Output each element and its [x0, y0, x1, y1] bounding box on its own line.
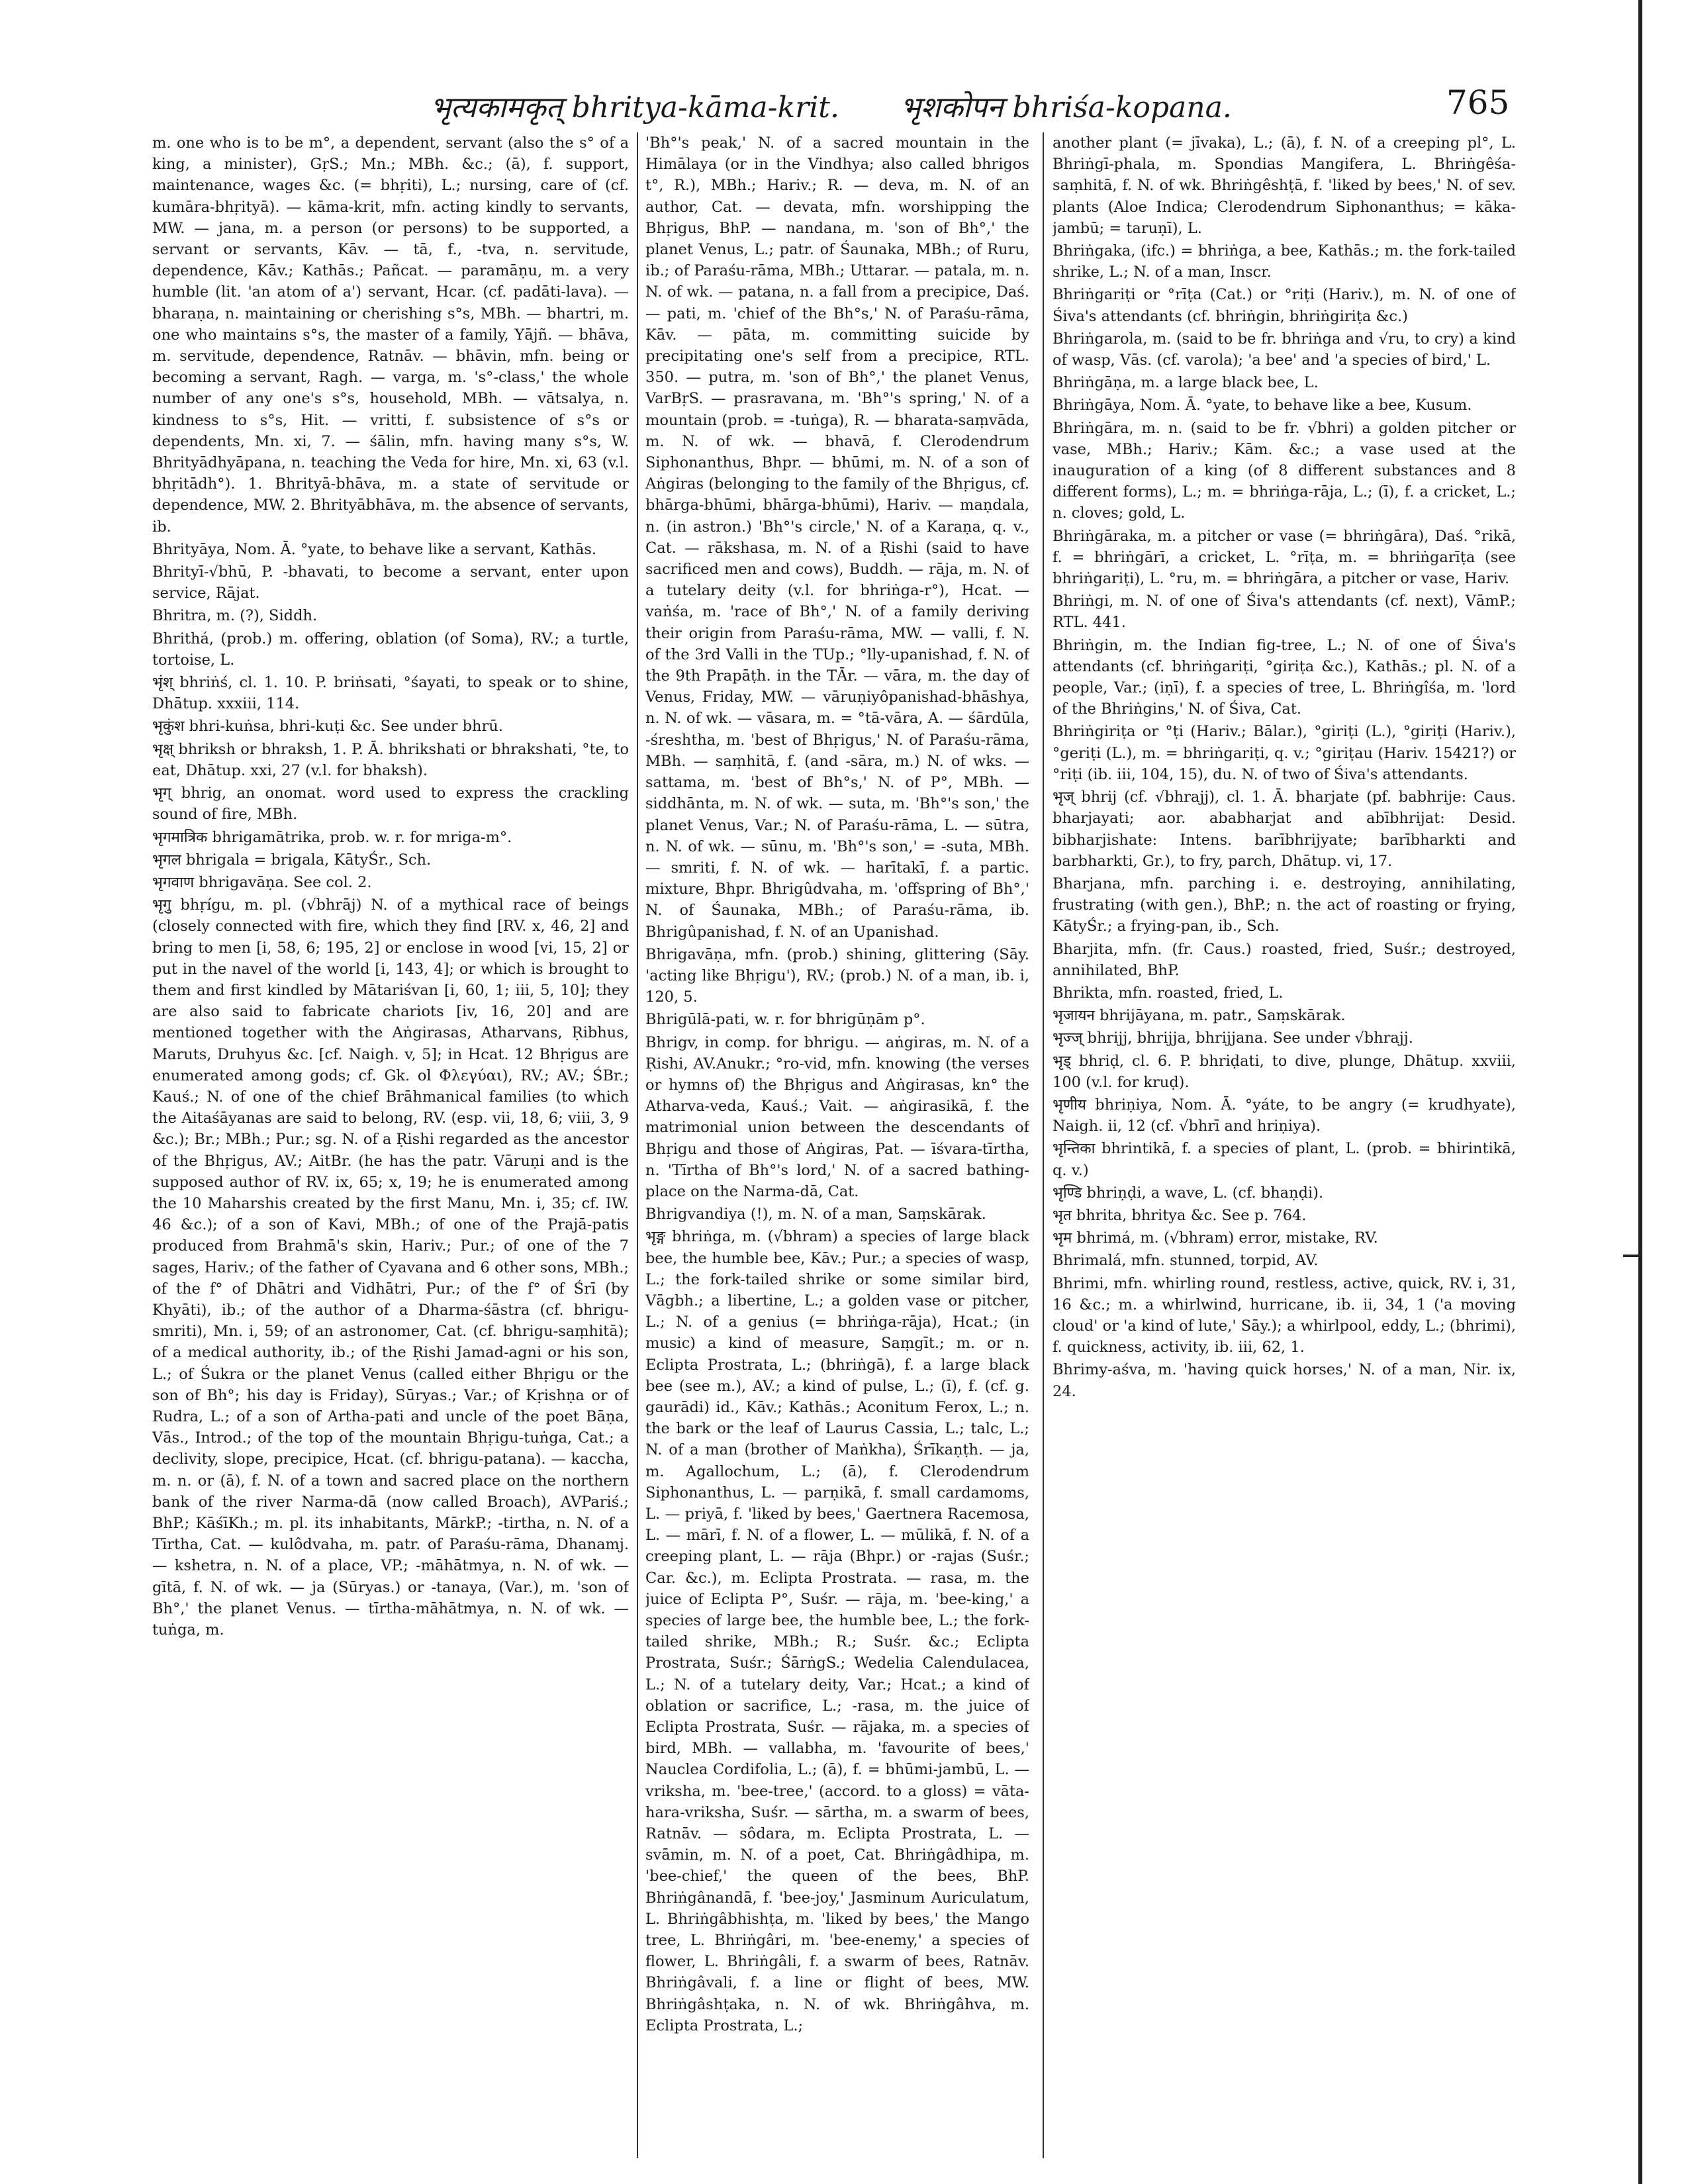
- dictionary-entry: भृड् bhriḍ, cl. 6. P. bhriḍati, to dive, plunge, Dhātup. xxviii, 100 (v.l. for kruḍ).: [1053, 1052, 1516, 1091]
- dictionary-entry: भृकुंश bhri-kuṅsa, bhri-kuṭi &c. See under bhrū.: [152, 718, 503, 736]
- dictionary-entry: m. one who is to be m°, a dependent, servant (also the s° of a king, a minister), GṛS.; Mn.; MBh. &c.; (ā), f. support, maintenance, wages &c. (= bhṛiti), L.; nursing, care of (cf. kumāra-bhṛityā). — kāma-krit, mfn. acting kindly to servants, MW. — jana, m. a person (or persons) to be supported, a servant or servants, Kāv. — tā, f., -tva, n. servitude, dependence, Kāv.; Kathās.; Pañcat. — paramāṇu, m. a very humble (lit. 'an atom of a') servant, Hcar. (cf. padāti-lava). — bharaṇa, n. maintaining or cherishing s°s, MBh. — bhartri, m. one who maintains s°s, the master of a family, Yājñ. — bhāva, m. servitude, dependence, Ratnāv. — bhāvin, mfn. being or becoming a servant, Ragh. — varga, m. 's°-class,' the whole number of any one's s°s, household, MBh. — vātsalya, n. kindness to s°s, Hit. — vritti, f. subsistence of s°s or dependents, Mn. xi, 7. — śālin, mfn. having many s°s, W. Bhrityādhyāpana, n. teaching the Veda for hire, Mn. xi, 63 (v.l. bhṛitādh°). 1. Bhrityā-bhāva, m. a state of servitude or dependence, MW. 2. Bhrityābhāva, m. the absence of servants, ib.: [152, 134, 629, 536]
- column-3: [1053, 132, 1516, 2158]
- dictionary-entry: भृगल bhrigala = brigala, KātyŚr., Sch.: [152, 851, 432, 869]
- dictionary-entry: Bhrigvandiya (!), m. N. of a man, Saṃskārak.: [645, 1206, 986, 1223]
- dictionary-entry: Bhrityāya, Nom. Ā. °yate, to behave like a servant, Kathās.: [152, 540, 597, 558]
- column-divider-2: [1043, 132, 1044, 2158]
- column-2: [645, 132, 1029, 2158]
- left-running-head: भृत्यकामकृत् bhritya-kāma-krit.: [430, 91, 839, 124]
- dictionary-entry: भृगु bhṛígu, m. pl. (√bhrāj) N. of a mythical race of beings (closely connected with fire, which they find [RV. x, 46, 2] and bring to men [i, 58, 6; 195, 2] or enclose in wood [vi, 15, 2] or put in the navel of the world [i, 143, 4]; or which is brought to them and first kindled by Mātariśvan [i, 60, 1; iii, 5, 10]; they are also said to fabricate chariots [iv, 16, 20] and are mentioned together with the Aṅgirasas, Atharvans, Ṛibhus, Maruts, Druhyus &c. [cf. Naigh. v, 5]; in Hcat. 12 Bhṛigus are enumerated among gods; cf. Gk. ol Φλεγύαι), RV.; AV.; ŚBr.; Kauś.; N. of one of the chief Brāhmanical families (to which the Aitaśāyanas are said to belong, RV. (esp. vii, 18, 6; viii, 3, 9 &c.); Br.; MBh.; Pur.; sg. N. of a Ṛishi regarded as the ancestor of the Bhṛigus, AV.; AitBr. (he has the patr. Vāruṇi and is the supposed author of RV. ix, 65; x, 19; he is enumerated among the 10 Maharshis created by the first Manu, Mn. i, 35; cf. IW. 46 &c.); of a son of Kavi, MBh.; of one of the Prajā-patis produced from Brahmā's skin, Hariv.; Pur.; of one of the 7 sages, Hariv.; of the father of Cyavana and 6 other sons, MBh.; of the f° of Dhātri and Vidhātri, Pur.; of the f° of Śrī (by Khyāti), ib.; of the author of a Dharma-śāstra (cf. bhrigu-smriti), Mn. i, 59; of an astronomer, Cat. (cf. bhrigu-saṃhitā); of a medical authority, ib.; of the Ṛishi Jamad-agni or his son, L.; of Śukra or the planet Venus (called either Bhṛigu or the son of Bh°; his day is Friday), Sūryas.; Var.; of Kṛishṇa or of Rudra, L.; of a son of Artha-pati and uncle of the poet Bāṇa, Vās., Introd.; of the top of the mountain Bhṛigu-tuṅga, Cat.; a declivity, slope, precipice, Hcat. (cf. bhrigu-patana). — kaccha, m. n. or (ā), f. N. of a town and sacred place on the northern bank of the river Narma-dā (now called Broach), AVPariś.; BhP.; KāśīKh.; m. pl. its inhabitants, MārkP.; -tirtha, n. N. of a Tīrtha, Cat. — kulôdvaha, m. patr. of Paraśu-rāma, Dhanamj. — kshetra, n. N. of a place, VP.; -māhātmya, n. N. of wk. — gītā, f. N. of wk. — ja (Sūryas.) or -tanaya, (Var.), m. 'son of Bh°,' the planet Venus. — tīrtha-māhātmya, n. N. of wk. — tuṅga, m.: [152, 896, 629, 1639]
- dictionary-entry: Bhrimy-aśva, m. 'having quick horses,' N. of a man, Nir. ix, 24.: [1053, 1361, 1516, 1400]
- dictionary-entry: Bhrithá, (prob.) m. offering, oblation (of Soma), RV.; a turtle, tortoise, L.: [152, 630, 629, 669]
- dictionary-entry: Bhriṅgin, m. the Indian fig-tree, L.; N. of one of Śiva's attendants (cf. bhriṅgariṭi, °giriṭa &c.), Kathās.; pl. N. of a people, Var.; (iṇī), f. a species of tree, L. Bhriṅgîśa, m. 'lord of the Bhriṅgins,' N. of Śiva, Cat.: [1053, 636, 1516, 718]
- dictionary-entry: Bhritra, m. (?), Siddh.: [152, 607, 318, 625]
- dictionary-entry: Bhriṅgi, m. N. of one of Śiva's attendants (cf. next), VāmP.; RTL. 441.: [1053, 593, 1516, 632]
- page-number: 765: [1446, 83, 1510, 122]
- dictionary-entry: Bhrityī-√bhū, P. -bhavati, to become a servant, enter upon service, Rājat.: [152, 563, 629, 602]
- right-running-head: भृशकोपन bhriśa-kopana.: [900, 91, 1232, 124]
- dictionary-entry: भृम bhrimá, m. (√bhram) error, mistake, RV.: [1053, 1229, 1378, 1247]
- margin-mark: [1623, 1255, 1640, 1257]
- dictionary-entry: Bharjana, mfn. parching i. e. destroying, annihilating, frustrating (with gen.), BhP.; n. the act of roasting or frying, KātyŚr.; a frying-pan, ib., Sch.: [1053, 875, 1516, 935]
- dictionary-entry: भृग् bhrig, an onomat. word used to express the crackling sound of fire, MBh.: [152, 784, 629, 824]
- dictionary-entry: Bhriṅgarola, m. (said to be fr. bhriṅga and √ru, to cry) a kind of wasp, Vās. (cf. varola); 'a bee' and 'a species of bird,' L.: [1053, 330, 1516, 369]
- dictionary-entry: भृन्तिका bhrintikā, f. a species of plant, L. (prob. = bhirintikā, q. v.): [1053, 1140, 1516, 1179]
- dictionary-entry: भृगवाण bhrigavāṇa. See col. 2.: [152, 873, 372, 891]
- dictionary-entry: भृज् bhrij (cf. √bhrajj), cl. 1. Ā. bharjate (pf. babhrije: Caus. bharjayati; aor. ababharjat and abībhrijat: Desid. bibharjishate: Intens. barībhrijyate; barībharkti and barbharkti, Gr.), to fry, parch, Dhātup. vi, 17.: [1053, 788, 1516, 870]
- dictionary-entry: भृज्ज् bhrijj, bhrijja, bhrijjana. See under √bhrajj.: [1053, 1029, 1413, 1047]
- page-header: [0, 79, 1686, 139]
- dictionary-entry: Bhriṅgāṇa, m. a large black bee, L.: [1053, 374, 1319, 392]
- dictionary-entry: भृंश् bhriṅś, cl. 1. 10. P. briṅsati, °śayati, to speak or to shine, Dhātup. xxxiii, 114.: [152, 674, 629, 713]
- dictionary-entry: भृजायन bhrijāyana, m. patr., Saṃskārak.: [1053, 1007, 1346, 1025]
- dictionary-entry: Bhrigavāṇa, mfn. (prob.) shining, glittering (Sāy. 'acting like Bhṛigu'), RV.; (prob.) N. of a man, ib. i, 120, 5.: [645, 945, 1029, 1006]
- dictionary-entry: Bhrikta, mfn. roasted, fried, L.: [1053, 984, 1284, 1002]
- dictionary-entry: भृत bhrita, bhritya &c. See p. 764.: [1053, 1206, 1307, 1224]
- dictionary-entry: Bhriṅgaka, (ifc.) = bhriṅga, a bee, Kathās.; m. the fork-tailed shrike, L.; N. of a man, Inscr.: [1053, 242, 1516, 281]
- dictionary-entry: Bhriṅgāra, m. n. (said to be fr. √bhri) a golden pitcher or vase, MBh.; Hariv.; Kām. &c.; a vase used at the inauguration of a king (of 8 different substances and 8 different forms), L.; m. = bhriṅga-rāja, L.; (ī), f. a cricket, L.; n. cloves; gold, L.: [1053, 419, 1516, 522]
- dictionary-entry: Bhriṅgāya, Nom. Ā. °yate, to behave like a bee, Kusum.: [1053, 397, 1472, 414]
- dictionary-entry: Bhriṅgāraka, m. a pitcher or vase (= bhriṅgāra), Daś. °rikā, f. = bhriṅgārī, a cricket, L. °rīṭa, m. = bhriṅgarīṭa (see bhriṅgariṭi), L. °ru, m. = bhriṅgāra, a pitcher or vase, Hariv.: [1053, 527, 1516, 588]
- dictionary-entry: Bhrimalá, mfn. stunned, torpid, AV.: [1053, 1252, 1319, 1270]
- dictionary-entry: Bhriṅgariṭi or °rīṭa (Cat.) or °riṭi (Hariv.), m. N. of one of Śiva's attendants (cf. bhriṅgin, bhriṅgiriṭa &c.): [1053, 286, 1516, 325]
- column-1: [152, 132, 629, 2158]
- dictionary-entry: भृङ्ग bhriṅga, m. (√bhram) a species of large black bee, the humble bee, Kāv.; Pur.; a species of wasp, L.; the fork-tailed shrike or some similar bird, Vāgbh.; a libertine, L.; a golden vase or pitcher, L.; N. of a genius (= bhriṅga-rāja), Hcat.; (in music) a kind of measure, Saṃgīt.; m. or n. Eclipta Prostrata, L.; (bhriṅgā), f. a large black bee (see m.), AV.; a kind of pulse, L.; (ī), f. (cf. g. gaurādi) id., Kāv.; Kathās.; Aconitum Ferox, L.; n. the bark or the leaf of Laurus Cassia, L.; talc, L.; N. of a man (brother of Maṅkha), Śrīkaṇṭh. — ja, m. Agallochum, L.; (ā), f. Clerodendrum Siphonanthus, L. — parṇikā, f. small cardamoms, L. — priyā, f. 'liked by bees,' Gaertnera Racemosa, L. — mārī, f. N. of a flower, L. — mūlikā, f. N. of a creeping plant, L. — rāja (Bhpr.) or -rajas (Suśr.; Car. &c.), m. Eclipta Prostrata. — rasa, m. the juice of Eclipta P°, Suśr. — rāja, m. 'bee-king,' a species of large bee, the humble bee, L.; the fork-tailed shrike, MBh.; R.; Suśr. &c.; Eclipta Prostrata, Suśr.; ŚārṅgS.; Wedelia Calendulacea, L.; N. of a tutelary deity, Var.; Hcat.; a kind of oblation or sacrifice, L.; -rasa, m. the juice of Eclipta Prostrata, Suśr. — rājaka, m. a species of bird, MBh. — vallabha, m. 'favourite of bees,' Nauclea Cordifolia, L.; (ā), f. = bhūmi-jambū, L. — vriksha, m. 'bee-tree,' (accord. to a gloss) = vāta-hara-vriksha, Suśr. — sārtha, m. a swarm of bees, Ratnāv. — sôdara, m. Eclipta Prostrata, L. — svāmin, m. N. of a poet, Cat. Bhriṅgâdhipa, m. 'bee-chief,' the queen of the bees, BhP. Bhriṅgânandā, f. 'bee-joy,' Jasminum Auriculatum, L. Bhriṅgâbhishṭa, m. 'liked by bees,' the Mango tree, L. Bhriṅgâri, m. 'bee-enemy,' a species of flower, L. Bhriṅgâli, f. a swarm of bees, Ratnāv. Bhriṅgâvali, f. a line or flight of bees, MW. Bhriṅgâshṭaka, n. N. of wk. Bhriṅgâhva, m. Eclipta Prostrata, L.;: [645, 1228, 1029, 2034]
- dictionary-entry: भृगमात्रिक bhrigamātrika, prob. w. r. for mriga-m°.: [152, 828, 512, 846]
- column-divider-1: [637, 132, 638, 2158]
- page-edge-border: [1638, 0, 1642, 2184]
- dictionary-entry: Bhriṅgiriṭa or °ṭi (Hariv.; Bālar.), °giriṭi (L.), °giriṭi (Hariv.), °geriṭi (L.), m. = bhriṅgariṭi, q. v.; °giriṭau (Hariv. 15421?) or °riṭi (ib. iii, 104, 15), du. N. of two of Śiva's attendants.: [1053, 723, 1516, 783]
- dictionary-entry: Bhrigv, in comp. for bhrigu. — aṅgiras, m. N. of a Ṛishi, AV.Anukr.; °ro-vid, mfn. knowing (the verses or hymns of) the Bhṛigus and Aṅgirasas, kn° the Atharva-veda, Kauś.; Vait. — aṅgirasikā, f. the matrimonial union between the descendants of Bhṛigu and those of Aṅgiras, Pat. — īśvara-tīrtha, n. 'Tīrtha of Bh°'s lord,' N. of a sacred bathing-place on the Narma-dā, Cat.: [645, 1033, 1029, 1200]
- dictionary-entry: भृण्डि bhriṇḍi, a wave, L. (cf. bhaṇḍi).: [1053, 1184, 1324, 1202]
- dictionary-entry: भृणीय bhriṇiya, Nom. Ā. °yáte, to be angry (= krudhyate), Naigh. ii, 12 (cf. √bhrī and hriṇiya).: [1053, 1096, 1516, 1135]
- dictionary-entry: another plant (= jīvaka), L.; (ā), f. N. of a creeping pl°, L. Bhriṅgī-phala, m. Spondias Mangifera, L. Bhriṅgêśa-saṃhitā, f. N. of wk. Bhriṅgêshṭā, f. 'liked by bees,' N. of sev. plants (Aloe Indica; Clerodendrum Siphonanthus; = kāka-jambū; = taruṇī), L.: [1053, 134, 1516, 237]
- dictionary-entry: Bharjita, mfn. (fr. Caus.) roasted, fried, Suśr.; destroyed, annihilated, BhP.: [1053, 940, 1516, 979]
- dictionary-entry: 'Bh°'s peak,' N. of a sacred mountain in the Himālaya (or in the Vindhya; also called bhrigos t°, R.), MBh.; Hariv.; R. — deva, m. N. of an author, Cat. — devata, mfn. worshipping the Bhṛigus, BhP. — nandana, m. 'son of Bh°,' the planet Venus, L.; patr. of Śaunaka, MBh.; of Ruru, ib.; of Paraśu-rāma, MBh.; Uttarar. — patala, m. n. N. of wk. — patana, n. a fall from a precipice, Daś. — pati, m. 'chief of the Bh°s,' N. of Paraśu-rāma, Kāv. — pāta, m. committing suicide by precipitating one's self from a precipice, RTL. 350. — putra, m. 'son of Bh°,' the planet Venus, VarBṛS. — prasravana, m. 'Bh°'s spring,' N. of a mountain (prob. = -tuṅga), R. — bharata-saṃvāda, m. N. of wk. — bhavā, f. Clerodendrum Siphonanthus, Bhpr. — bhūmi, m. N. of a son of Aṅgiras (belonging to the family of the Bhṛigus, cf. bhārga-bhūmi, bhārga-bhūmi), Hariv. — maṇdala, n. (in astron.) 'Bh°'s circle,' N. of a Karaṇa, q. v., Cat. — rākshasa, m. N. of a Ṛishi (said to have sacrificed men and cows), Buddh. — rāja, m. N. of a tutelary deity (v.l. for bhriṅga-r°), Hcat. — vaṅśa, m. 'race of Bh°,' N. of a family deriving their origin from Paraśu-rāma, MW. — valli, f. N. of the 3rd Valli in the TUp.; °lly-upanishad, f. N. of the 9th Prapāṭh. in the TĀr. — vāra, m. the day of Venus, Friday, MW. — vāruṇiyôpanishad-bhāshya, n. N. of wk. — vāsara, m. = °tā-vāra, A. — śārdūla, -śreshtha, m. 'best of Bhṛigus,' N. of Paraśu-rāma, MBh. — saṃhitā, f. (and -sāra, m.) N. of wks. — sattama, m. 'best of Bh°s,' N. of P°, MBh. — siddhānta, m. N. of wk. — suta, m. 'Bh°'s son,' the planet Venus, Var.; N. of Paraśu-rāma, L. — sūtra, n. N. of wk. — sūnu, m. 'Bh°'s son,' = -suta, MBh. — smriti, f. N. of wk. — harītakī, f. a partic. mixture, Bhpr. Bhrigûdvaha, m. 'offspring of Bh°,' N. of Śaunaka, MBh.; of Paraśu-rāma, ib. Bhrigûpanishad, f. N. of an Upanishad.: [645, 134, 1029, 941]
- dictionary-entry: Bhrigūlā-pati, w. r. for bhrigūṇām p°.: [645, 1011, 925, 1029]
- dictionary-entry: Bhrimi, mfn. whirling round, restless, active, quick, RV. i, 31, 16 &c.; m. a whirlwind, hurricane, ib. ii, 34, 1 ('a moving cloud' or 'a kind of lute,' Sāy.); a whirlpool, eddy, L.; (bhrimi), f. quickness, activity, ib. iii, 62, 1.: [1053, 1274, 1516, 1356]
- dictionary-entry: भृक्ष् bhriksh or bhraksh, 1. P. Ā. bhrikshati or bhrakshati, °te, to eat, Dhātup. xxi, 27 (v.l. for bhaksh).: [152, 740, 629, 779]
